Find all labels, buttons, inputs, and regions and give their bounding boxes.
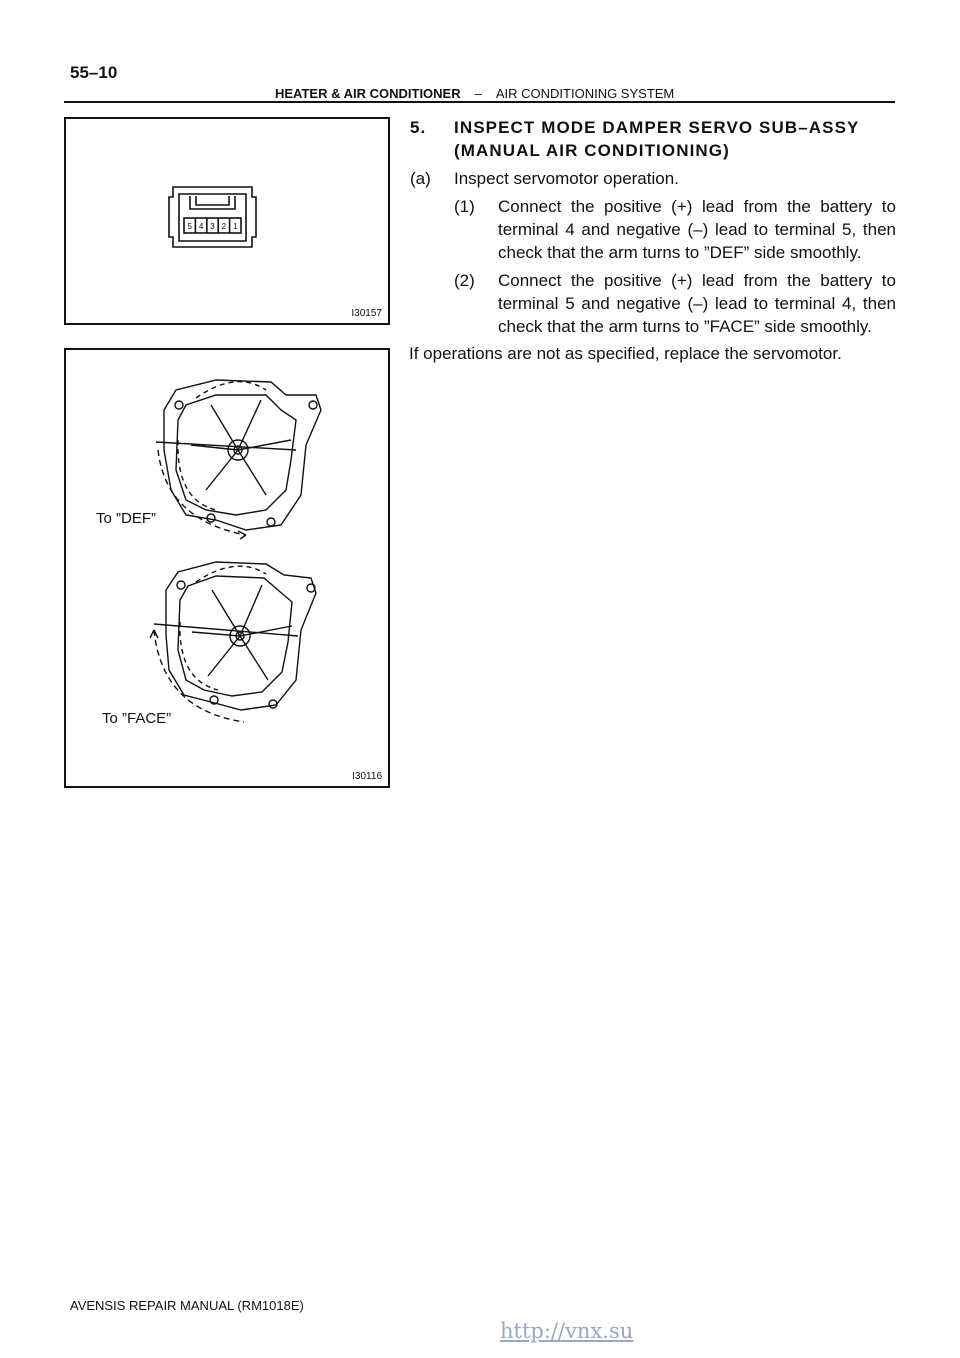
header-rule: [64, 101, 895, 103]
connector-pin-5: 5: [187, 222, 192, 231]
face-callout: To ”FACE”: [102, 710, 172, 727]
section-title: [275, 86, 674, 101]
connector-pin-1: 1: [233, 222, 238, 231]
conclusion: If operations are not as specified, replace the servomotor.: [409, 344, 842, 363]
page-number: 55–10: [70, 63, 118, 82]
step-title-text: [454, 116, 860, 162]
item-a: [410, 167, 896, 190]
item-1-text: Connect the positive (+) lead from the battery to terminal 4 and negative (–) lead to terminal 5, then check that the arm turns to ”DEF” side smoothly.: [498, 197, 896, 262]
connector-pin-4: 4: [198, 222, 204, 231]
step-title-line2: (MANUAL AIR CONDITIONING): [454, 141, 730, 160]
servo-figure: [64, 348, 390, 788]
item-1-label: (1): [454, 197, 475, 216]
watermark-link[interactable]: http://vnx.su: [500, 1319, 634, 1343]
section-title-sub: AIR CONDITIONING SYSTEM: [495, 86, 675, 101]
footer-manual-title: AVENSIS REPAIR MANUAL (RM1018E): [70, 1298, 304, 1313]
connector-figure: [64, 117, 390, 325]
connector-drawing: [66, 119, 388, 323]
connector-pin-3: 3: [210, 222, 215, 231]
step-title: [410, 116, 896, 162]
step-title-line1: INSPECT MODE DAMPER SERVO SUB–ASSY: [454, 118, 860, 137]
figure-code: I30157: [351, 308, 382, 319]
figure-code: I30116: [352, 771, 382, 782]
item-2-label: (2): [454, 271, 475, 290]
def-callout: To ”DEF”: [96, 510, 156, 527]
item-1: [454, 195, 896, 264]
section-title-bold: HEATER & AIR CONDITIONER: [275, 86, 461, 101]
item-2-text: Connect the positive (+) lead from the battery to terminal 5 and negative (–) lead to terminal 4, then check that the arm turns to ”FACE” side smoothly.: [498, 271, 896, 336]
connector-pin-2: 2: [221, 222, 227, 231]
item-a-label: (a): [410, 169, 431, 188]
item-2: [454, 269, 896, 338]
item-a-text: Inspect servomotor operation.: [454, 169, 679, 188]
step-number: 5.: [410, 118, 427, 137]
procedure-text: [410, 116, 896, 365]
section-separator: –: [474, 86, 482, 101]
